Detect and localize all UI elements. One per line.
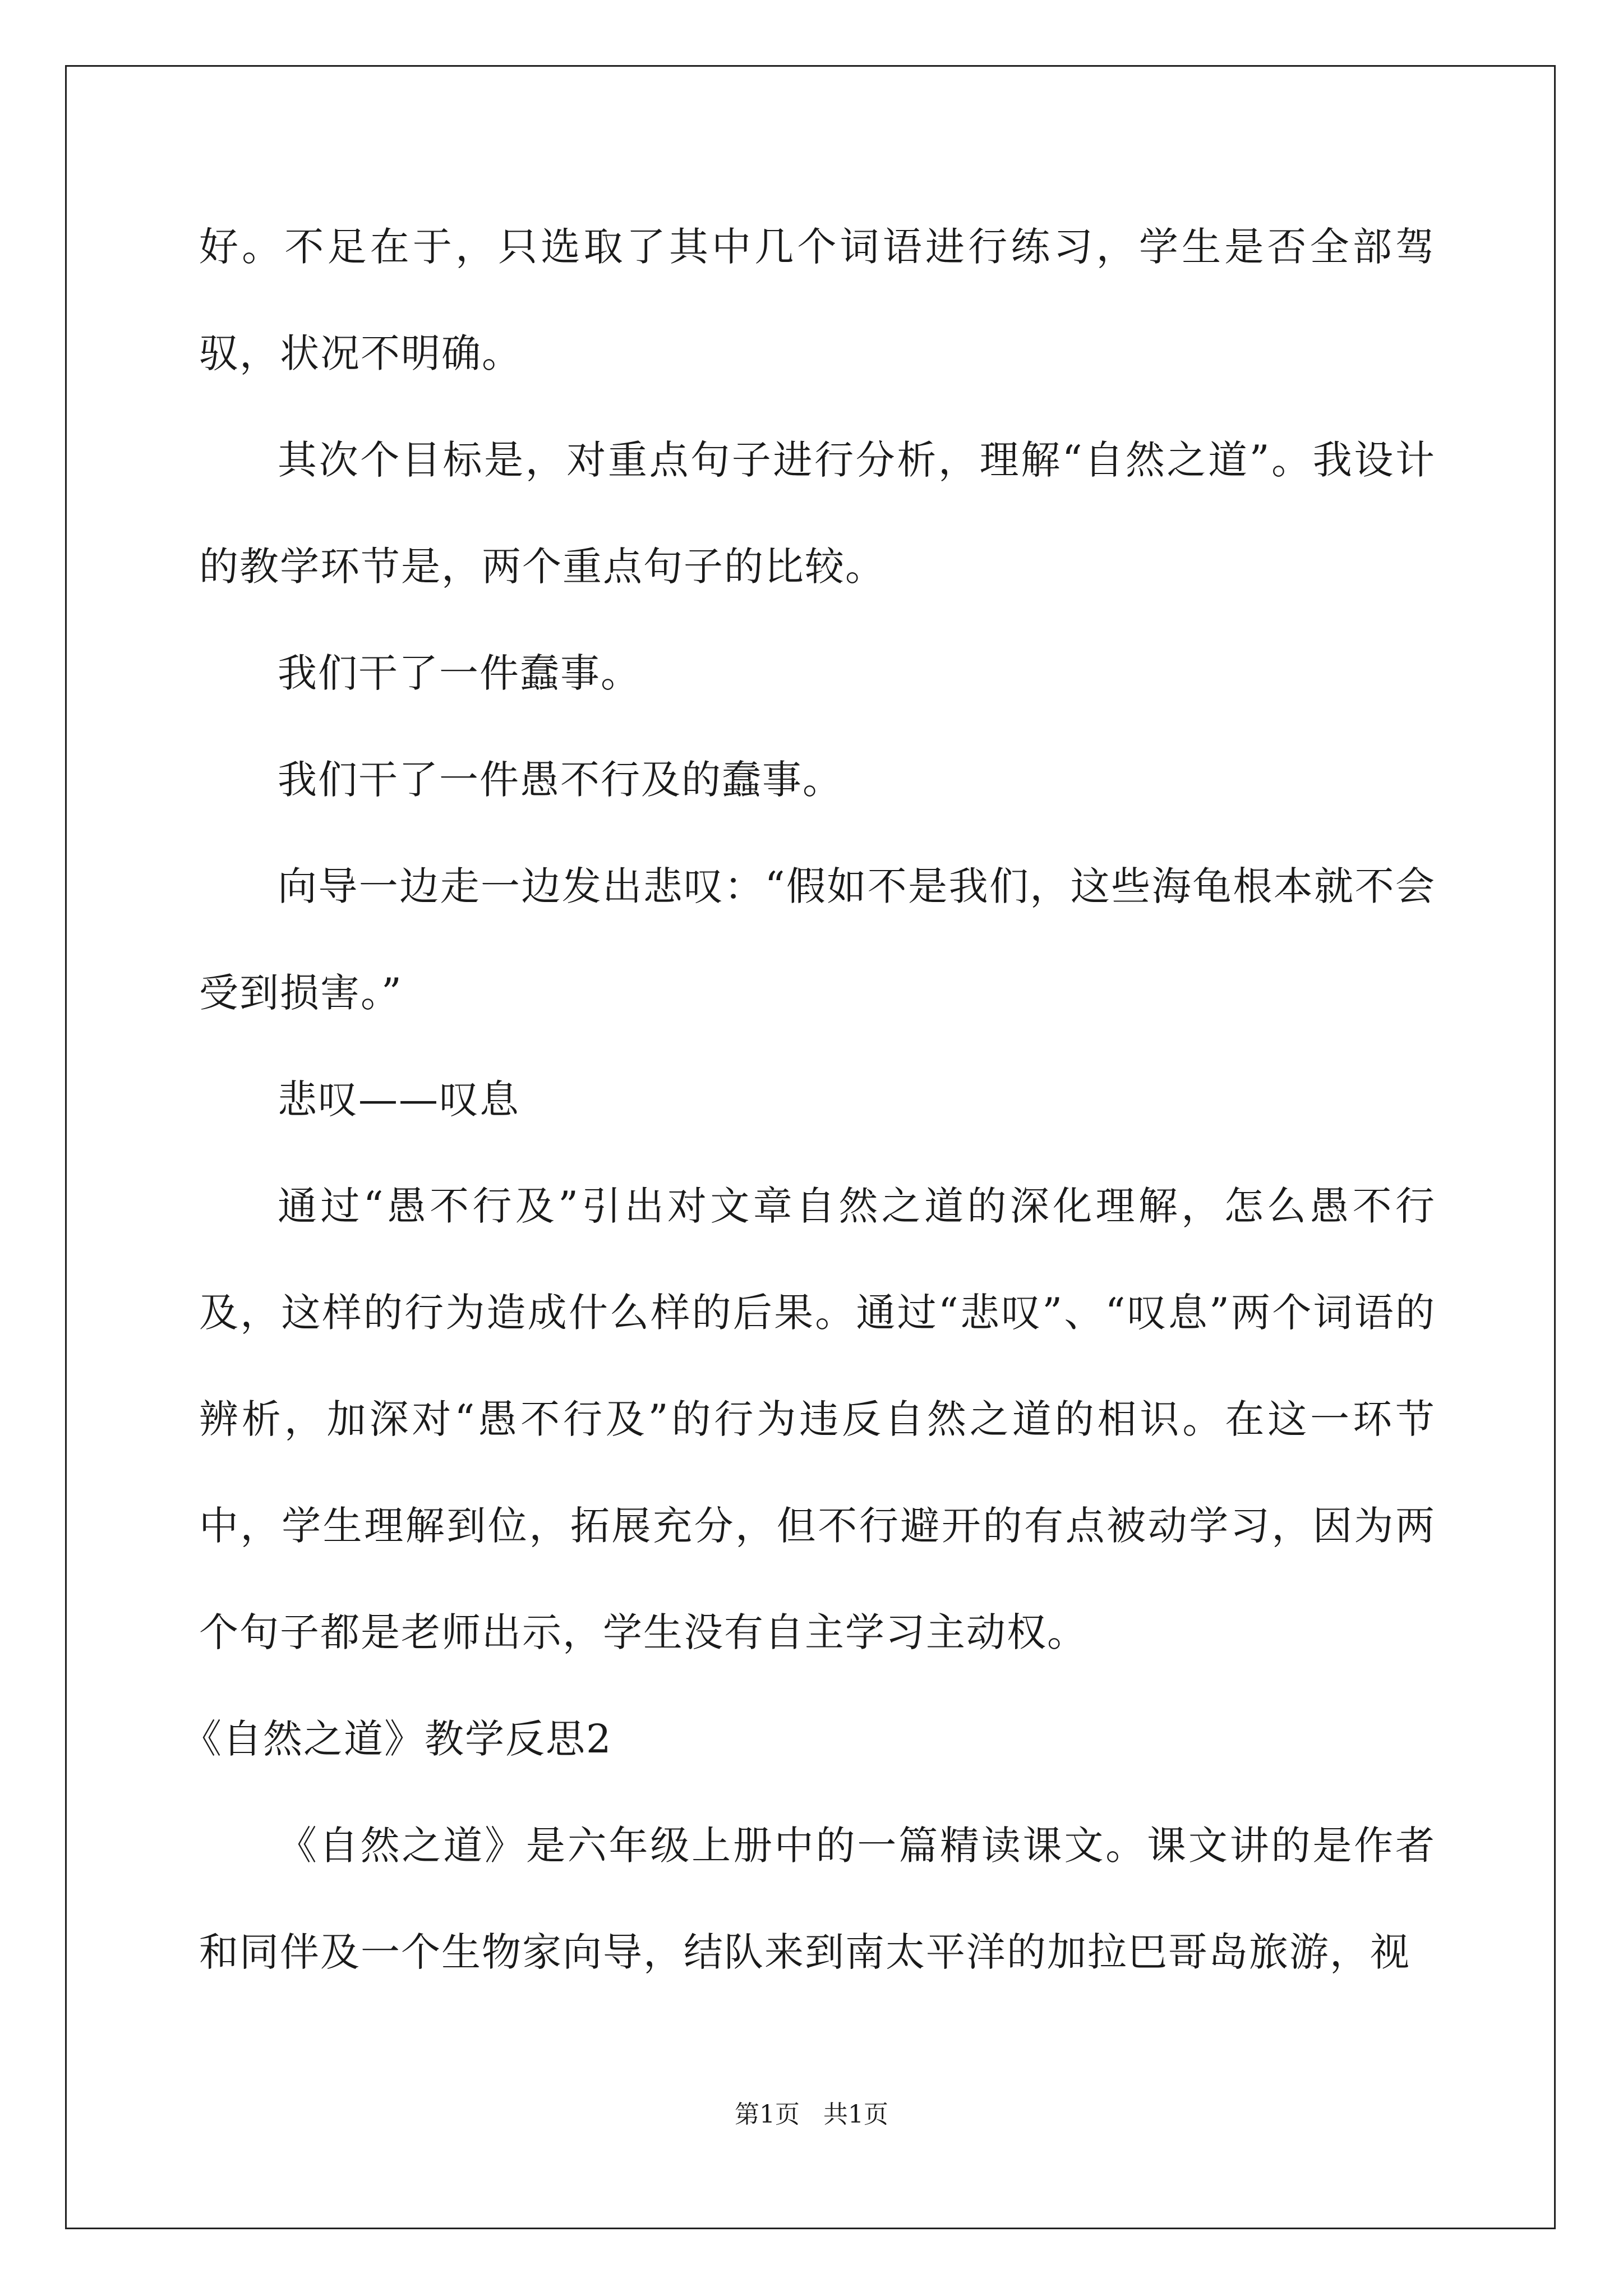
- paragraph-6: 悲叹——叹息: [278, 1076, 520, 1122]
- page-number-total: 共1页: [823, 2100, 888, 2129]
- section-heading: 《自然之道》教学反思2: [182, 1716, 612, 1762]
- paragraph-5: 向导一边走一边发出悲叹：“假如不是我们，这些海龟根本就不会受到损害。”: [199, 863, 1436, 1016]
- paragraph-2: 其次个目标是，对重点句子进行分析，理解“自然之道”。我设计的教学环节是，两个重点句子的比较。: [199, 437, 1436, 590]
- paragraph-4: 我们干了一件愚不行及的蠢事。: [278, 757, 843, 803]
- page-number-current: 第1页: [735, 2100, 800, 2129]
- paragraph-3: 我们干了一件蠢事。: [278, 650, 641, 696]
- section-paragraph: 《自然之道》是六年级上册中的一篇精读课文。课文讲的是作者和同伴及一个生物家向导，结队来到南太平洋的加拉巴哥岛旅游，视: [199, 1823, 1436, 1975]
- paragraph-7: 通过“愚不行及”引出对文章自然之道的深化理解，怎么愚不行及，这样的行为造成什么样的后果。通过“悲叹”、“叹息”两个词语的辨析，加深对“愚不行及”的行为违反自然之道的相识。在这一环节中，学生理解到位，拓展充分，但不行避开的有点被动学习，因为两个句子都是老师出示，学生没有自主学习主动权。: [199, 1183, 1436, 1655]
- document-body: [182, 194, 1436, 2005]
- page-footer: [0, 2098, 1623, 2132]
- paragraph-1: 好。不足在于，只选取了其中几个词语进行练习，学生是否全部驾驭，状况不明确。: [199, 224, 1436, 376]
